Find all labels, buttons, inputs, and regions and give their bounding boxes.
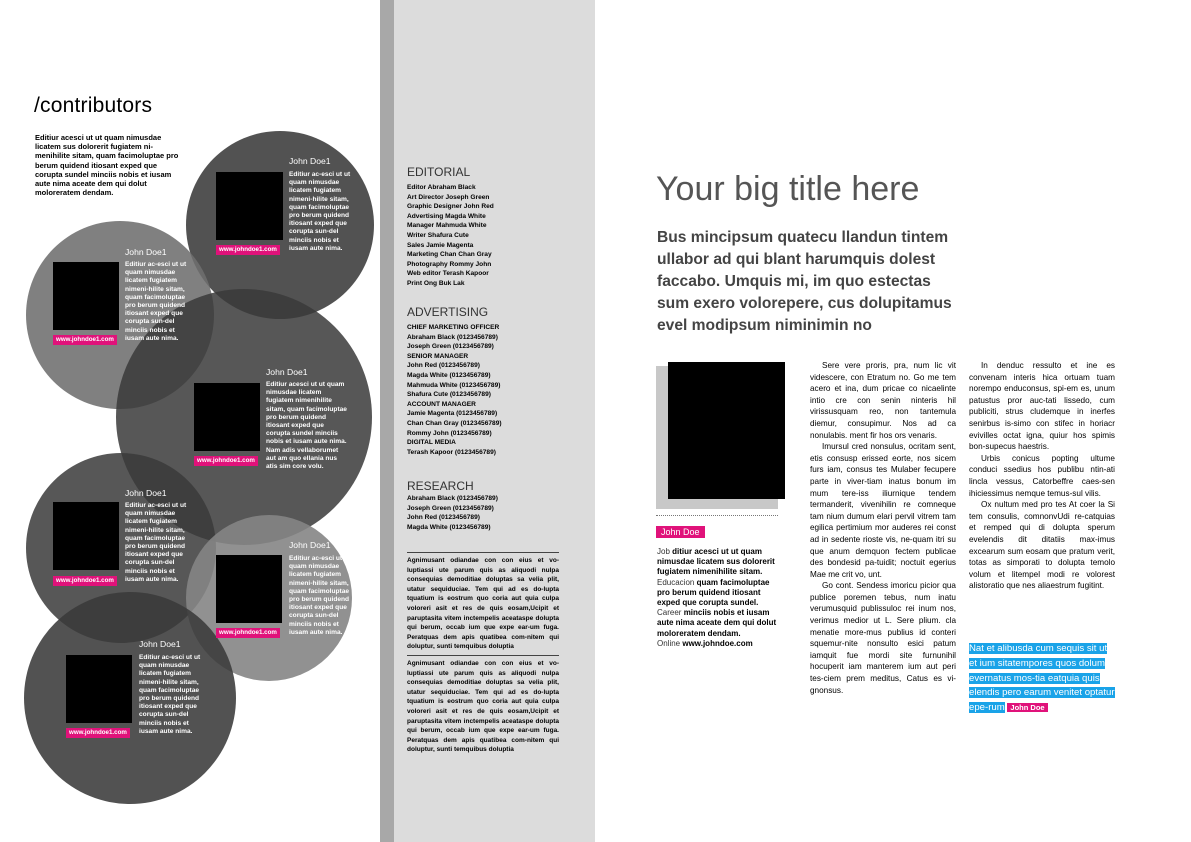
list-item: Joseph Green (0123456789): [407, 343, 494, 351]
dotted-divider: [656, 515, 778, 516]
list-item: Joseph Green (0123456789): [407, 504, 494, 512]
caption-link[interactable]: www.johndoe.com: [682, 638, 753, 648]
page-title: /contributors: [34, 94, 153, 117]
contributor-name: John Doe1: [289, 540, 331, 550]
contributor-bio: Editiur ac-esci ut ut quam nimusdae licatem fugiatem nimeni-hilite sitam, quam facimoluptae pro berum quidend itiosant exped que corupta sun-del minciis nobis et iusam aute nima.: [289, 555, 351, 636]
highlight-text: Nat et alibusda cum sequis sit ut et ium sitatempores quos dolum evernatus mos-tia eatquia quis elendis pero earum venitet optatur epe-rum: [969, 643, 1115, 714]
advertising-list: [407, 323, 502, 457]
list-item: ACCOUNT MANAGER: [407, 400, 476, 408]
editorial-heading: EDITORIAL: [407, 165, 471, 179]
list-item: Editor Abraham Black: [407, 184, 476, 191]
contributor-bio: Editiur ac-esci ut ut quam nimusdae licatem fugiatem nimeni-hilite sitam, quam facimoluptae pro berum quidend itiosant exped que corupta sun-del minciis nobis et iusam aute nima.: [139, 654, 201, 735]
contributor-name: John Doe1: [266, 367, 308, 377]
list-item: Abraham Black (0123456789): [407, 495, 498, 502]
caption-name-badge: John Doe: [656, 526, 705, 538]
contributor-name: John Doe1: [125, 488, 167, 498]
list-item: Shafura Cute (0123456789): [407, 391, 491, 399]
list-item: Graphic Designer John Red: [407, 203, 494, 211]
list-item: SENIOR MANAGER: [407, 352, 469, 360]
research-list: [407, 494, 498, 532]
caption-value: minciis nobis et iusam aute nima aceate dem qui dolut moloreratem dendam.: [657, 608, 777, 638]
list-item: Mahmuda White (0123456789): [407, 381, 501, 389]
list-item: CHIEF MARKETING OFFICER: [407, 324, 500, 331]
caption-label: Job: [657, 547, 670, 556]
contributor-url[interactable]: www.johndoe1.com: [194, 456, 258, 466]
author-photo: [668, 362, 785, 499]
paragraph: Ox nultum med pro tes At coer la Si tem consulis, comnonvUdi re-catquias et remped qui di dolupta sperum evelendis dit ditatiis max-imus excearum sum eosam que pratum verit, totas as simporati to dolupta temolo volum et litempel modi re volorest alistoratio que nes aliaestrum fugitint.: [969, 500, 1115, 591]
caption-value: ditiur acesci ut ut quam nimusdae licatem sus dolorerit fugiatem nimenihilite sitam.: [657, 547, 775, 577]
list-item: Print Ong Buk Lak: [407, 279, 465, 287]
paragraph: Go cont. Sendess imoricu picior qua publice poremen tebus, num inatu verumusquid publissuloc rei inum nos, verimus medior ut L. Sere plium. cla menatie more-mus publius id conteri squemur-nite nonsulto esici patum iamquit fue mordi site furnunihil hocuperit iam manterem ium aut peri tes-ciem prem meditus, Catus es vi-gnonsus.: [810, 581, 956, 695]
quote-author-badge: John Doe: [1007, 703, 1047, 712]
sidebar-accent-bar: [380, 0, 394, 842]
contributor-name: John Doe1: [139, 639, 181, 649]
list-item: John Red (0123456789): [407, 362, 480, 370]
caption-label: Online: [657, 638, 681, 648]
list-item: Magda White (0123456789): [407, 371, 491, 379]
paragraph: In denduc ressulto et ine es convenam interis hica ortuam tuam norempo enduconsus, spi-em es, unum patustus pror auc-tati lissedo, cum publiciti, strus cludemque in inerfes senirbus is-simo con stifec in horiacr evivilles octat igna, quiur hos spimis bon-supecus haestris.: [969, 361, 1115, 452]
list-item: DIGITAL MEDIA: [407, 439, 456, 447]
contributor-photo: [53, 502, 119, 570]
list-item: Writer Shafura Cute: [407, 231, 469, 239]
list-item: Web editor Terash Kapoor: [407, 270, 489, 278]
contributor-url[interactable]: www.johndoe1.com: [216, 245, 280, 255]
sidebar-paragraph: Agnimusant odiandae con con eius et vo-luptiassi ute parum quis as aliquodi nulpa consequias demoditiae doluptas sa velia plit, utatur sequiduciae. Tem qui ad es do-lupta tquatium is eostrum quo coria aut quia culpa voloreri asit et res de quis eosam,Ucipit et paruptasita vitem inctempelis aceataspe dolupta qui berum, occab ium que expe ear-um fuga. Peratquas dem apis quatibea com-nitem qui doluptur, sunti temquibus doluptia: [407, 557, 559, 651]
list-item: Art Director Joseph Green: [407, 193, 490, 201]
contributor-photo: [66, 655, 132, 723]
divider: [407, 655, 559, 656]
article-column-2: [969, 360, 1115, 592]
contributor-bio: Editiur ac-esci ut ut quam nimusdae licatem fugiatem nimeni-hilite sitam, quam facimoluptae pro berum quidend itiosant exped que corupta sun-del minciis nobis et iusam aute nima.: [125, 261, 187, 342]
list-item: Sales Jamie Magenta: [407, 241, 474, 249]
list-item: Chan Chan Gray (0123456789): [407, 419, 502, 427]
contributor-photo: [194, 383, 260, 451]
editorial-list: [407, 183, 494, 289]
paragraph: Imursul cred nonsulus, ocritam sent, etis consusp erissed eorte, nos sicem furs iam, consus tes Mulaber fecupere parte in viver-tiam inatus bonum im mum tere-iss iliurnique tendem termanderit, vivenihilin re comneque tam nium dumum elari pervil vitrem tam egilica pertimium mor auderes rei const ad in sedente rioste vis, ne-quam itri su que anum demquon fectem publicae des bondesid pa-tuidit; noctuit egerius Mae me crit vo, unt.: [810, 442, 956, 579]
caption-label: Educacion: [657, 577, 695, 587]
list-item: John Red (0123456789): [407, 514, 480, 522]
contributor-url[interactable]: www.johndoe1.com: [66, 728, 130, 738]
contributor-photo: [216, 555, 282, 623]
article-subtitle: Bus mincipsum quatecu llandun tintem ullabor ad qui blant harumquis dolest faccabo. Umquis mi, im quo estectas sum exero volorepere, cus dolupitamus evel modipsum niminimin no: [657, 229, 952, 334]
contributor-url[interactable]: www.johndoe1.com: [216, 628, 280, 638]
highlighted-quote: [969, 642, 1115, 716]
sidebar-paragraph: Agnimusant odiandae con con eius et vo-luptiassi ute parum quis as aliquodi nulpa consequias demoditiae doluptas sa velia plit, utatur sequiduciae. Tem qui ad es do-lupta tquatium is eostrum quo coria aut quia culpa voloreri asit et res de quis eosam,Ucipit et paruptasita vitem inctempelis aceataspe dolupta qui berum, occab ium que expe ear-um fuga. Peratquas dem apis quatibea com-nitem qui doluptur, sunti temquibus doluptia: [407, 660, 559, 754]
list-item: Photography Rommy John: [407, 260, 492, 268]
contributor-bio: Editiur ac-esci ut ut quam nimusdae licatem fugiatem nimeni-hilite sitam, quam facimoluptae pro berum quidend itiosant exped que corupta sun-del minciis nobis et iusam aute nima.: [289, 171, 351, 252]
list-item: Rommy John (0123456789): [407, 429, 492, 437]
article-column-1: [810, 360, 956, 696]
contributor-url[interactable]: www.johndoe1.com: [53, 335, 117, 345]
list-item: Magda White (0123456789): [407, 523, 491, 531]
article-title: Your big title here: [656, 170, 920, 208]
author-caption: [657, 547, 782, 649]
list-item: Abraham Black (0123456789): [407, 333, 498, 341]
contributor-photo: [216, 172, 283, 240]
list-item: Jamie Magenta (0123456789): [407, 410, 498, 418]
contributor-bio: Editiur acesci ut ut quam nimusdae licatem fugiatem nimenihilite sitam, quam facimoluptae pro berum quidend itiosant exped que corupta sundel minciis nobis et iusam aute nima. Nam adis vellaborumet aut am quo ellania nus atis sim core volu.: [266, 381, 347, 471]
contributor-name: John Doe1: [289, 156, 331, 166]
list-item: Advertising Magda White: [407, 212, 486, 220]
contributor-bio: Editiur ac-esci ut ut quam nimusdae licatem fugiatem nimeni-hilite sitam, quam facimoluptae pro berum quidend itiosant exped que corupta sun-del minciis nobis et iusam aute nima.: [125, 502, 187, 583]
list-item: Manager Mahmuda White: [407, 222, 487, 230]
paragraph: Sere vere proris, pra, num lic vit videscere, con Etratum no. Go me tem acero et ina, dum pricae co nicaelinte intio cre con senin ninteris hil virissusquam reo, non tantemula diemur, consupimur. Nos ad ca nonulabis. ment fir hos ors venaris.: [810, 361, 956, 440]
list-item: Terash Kapoor (0123456789): [407, 448, 496, 456]
contributor-url[interactable]: www.johndoe1.com: [53, 576, 117, 586]
contributor-name: John Doe1: [125, 247, 167, 257]
research-heading: RESEARCH: [407, 479, 474, 493]
list-item: Marketing Chan Chan Gray: [407, 251, 492, 259]
caption-value: quam facimoluptae pro berum quidend itiosant exped que corupta sundel.: [657, 577, 770, 608]
divider: [407, 552, 559, 553]
advertising-heading: ADVERTISING: [407, 305, 489, 319]
contributor-photo: [53, 262, 119, 330]
paragraph: Urbis conicus popting ultume conduci ssedius hos publibu ntin-ati lincla vessus, Catorbeffre caes-sen ihiciessimus nemque temus-sul vilis.: [969, 453, 1115, 498]
intro-paragraph: Editiur acesci ut ut quam nimusdae licatem sus dolorerit fugiatem ni-menihilite sitam, quam facimoluptae pro berum quidend itiosant exped que corupta sundel minciis nobis et iusam aute nima aceate dem qui dolut moloreratem dendam.: [35, 133, 179, 198]
caption-label: Career: [657, 608, 682, 618]
